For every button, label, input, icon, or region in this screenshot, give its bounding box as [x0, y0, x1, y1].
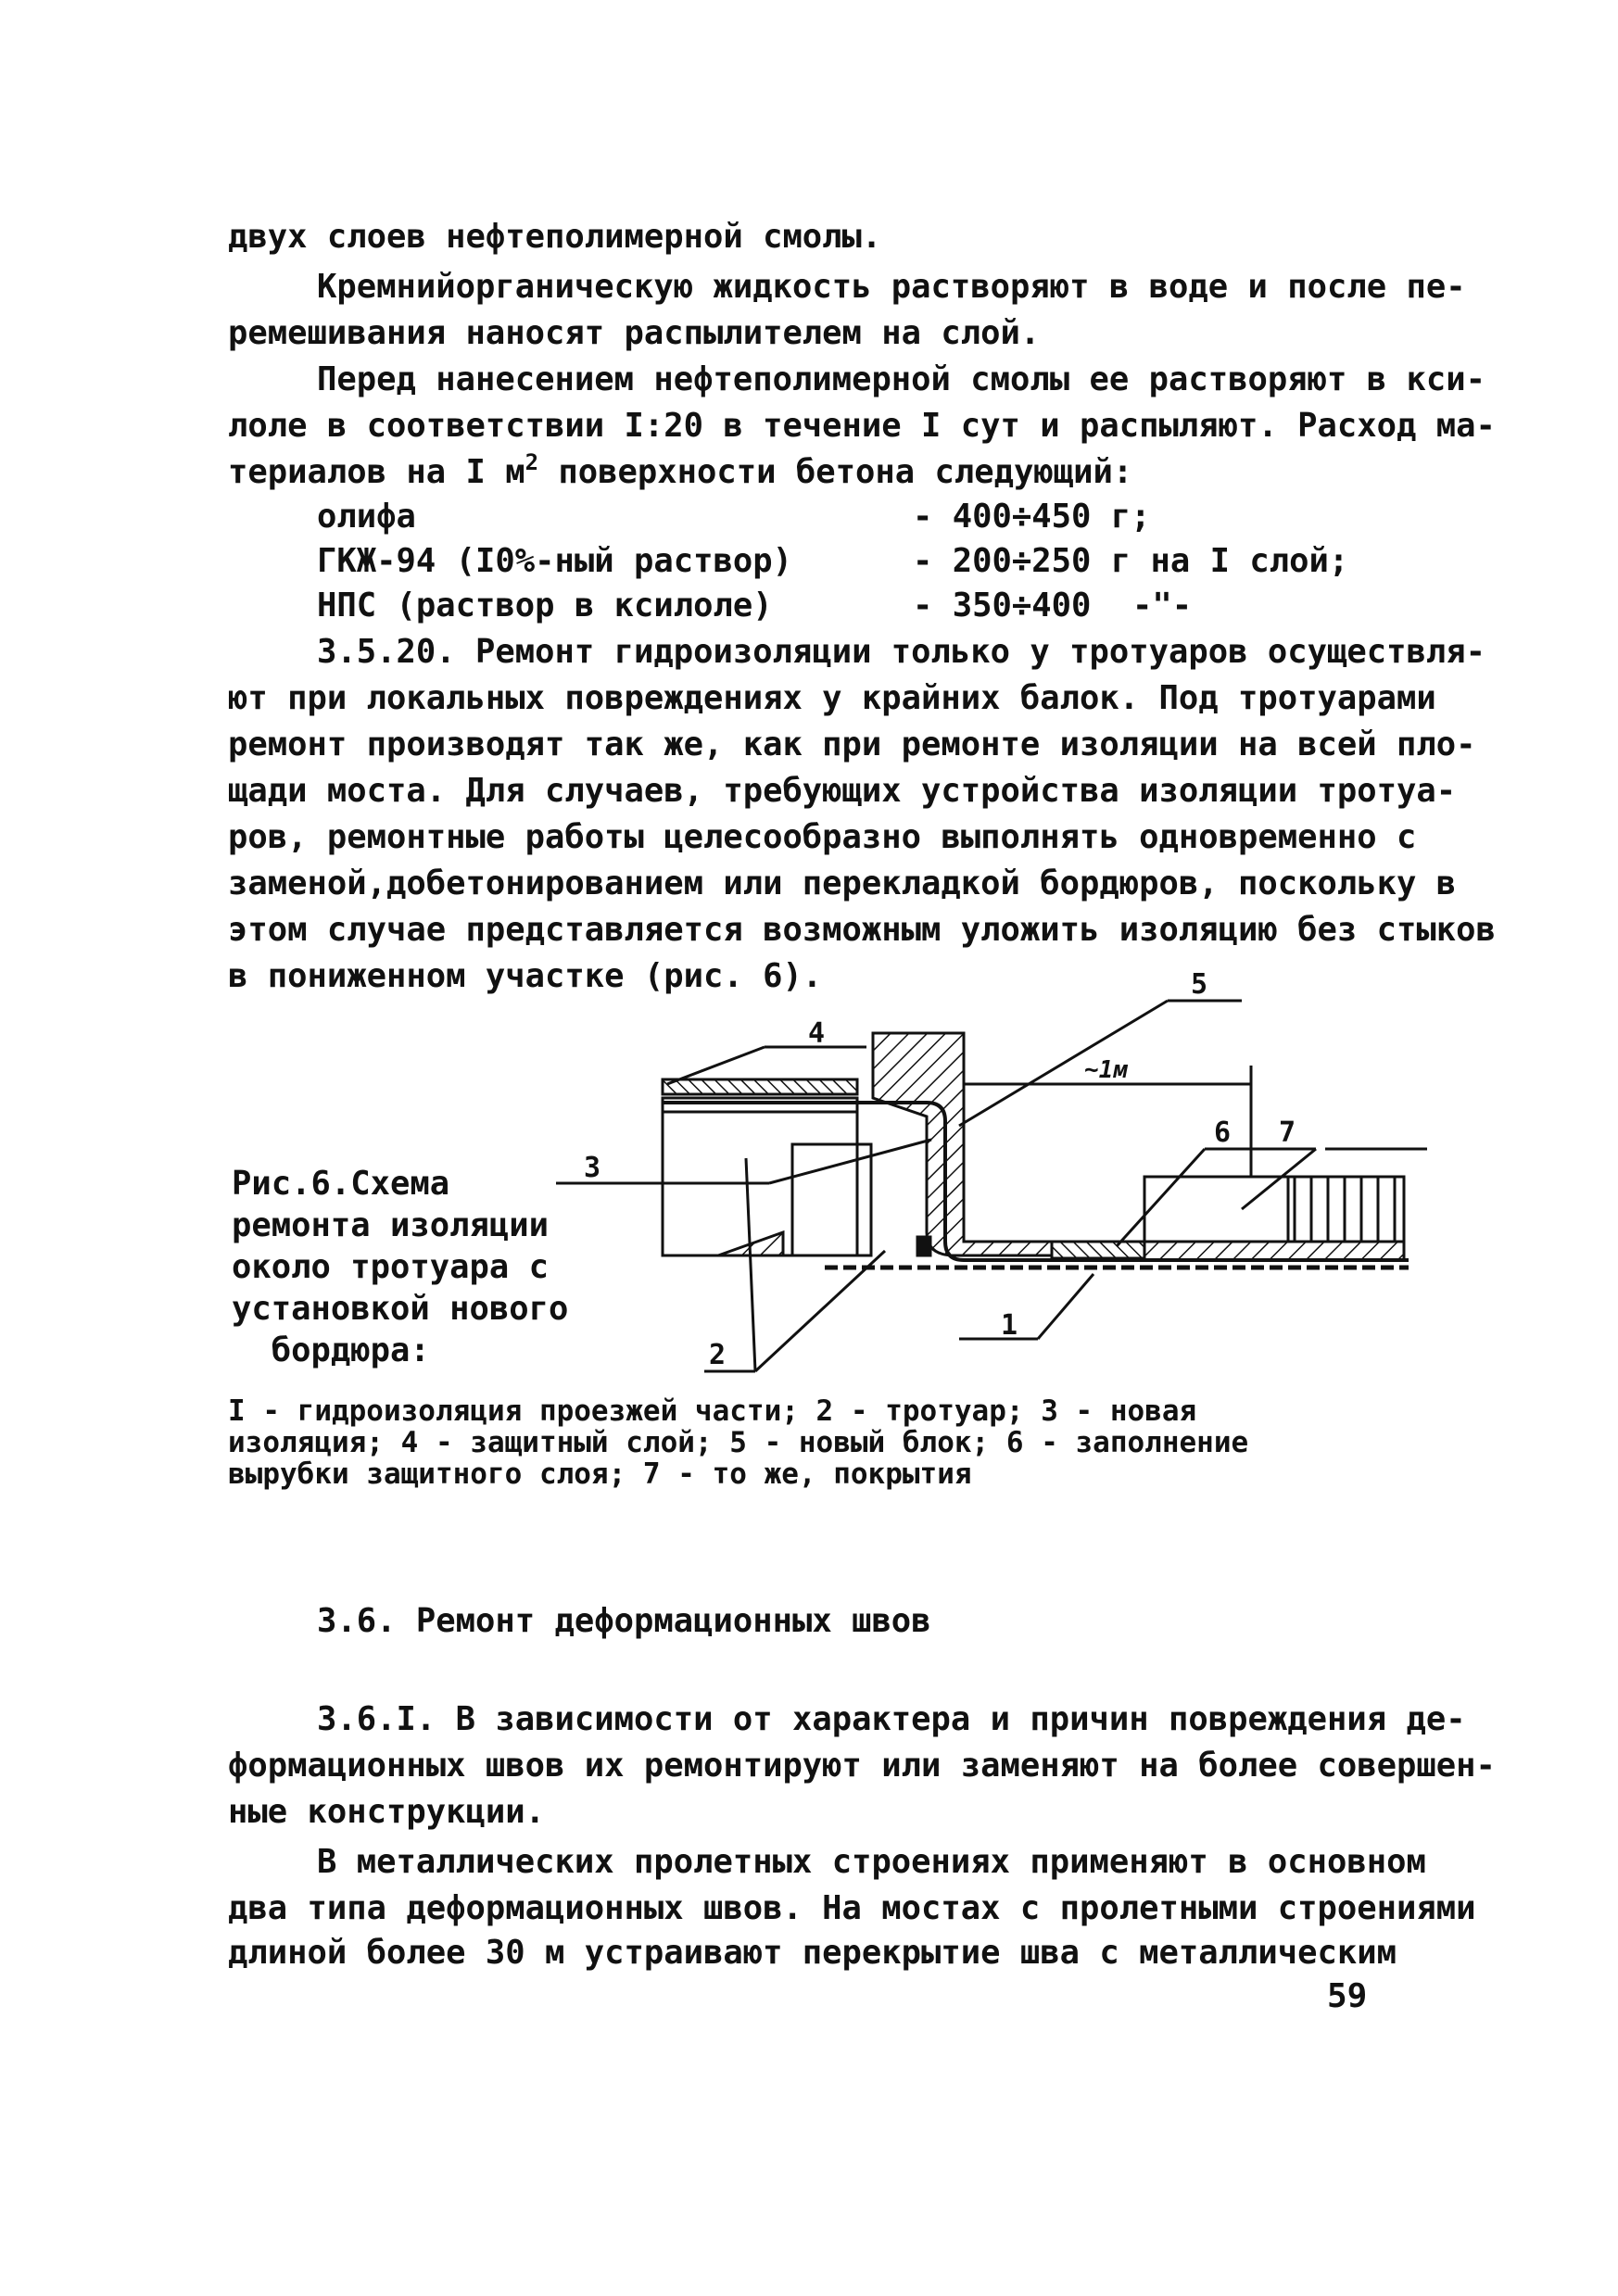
- text-line: в пониженном участке (рис. 6).: [228, 957, 823, 995]
- material-amount: - 400÷450 г;: [913, 498, 1151, 536]
- legend-line: изоляция; 4 - защитный слой; 5 - новый блок; 6 - заполнение: [228, 1426, 1249, 1459]
- filling-cut: [1052, 1242, 1144, 1258]
- superscript: 2: [525, 449, 539, 475]
- label-1: 1: [1001, 1309, 1018, 1342]
- page-number: 59: [1327, 1977, 1368, 2015]
- text-line: 3.5.20. Ремонт гидроизоляции только у тротуаров осуществля-: [317, 633, 1485, 671]
- caption-line: бордюра:: [232, 1331, 430, 1369]
- label-5: 5: [1191, 968, 1208, 1001]
- new-curb-block: [873, 1033, 1052, 1255]
- sidewalk-block: [663, 1098, 857, 1255]
- label-3: 3: [584, 1152, 601, 1184]
- caption-line: ремонта изоляции: [232, 1206, 549, 1244]
- text-line: 3.6.I. В зависимости от характера и причин повреждения де-: [317, 1700, 1466, 1738]
- figure-legend: [228, 1395, 1396, 1490]
- caption-line: Рис.6.Схема: [232, 1165, 450, 1203]
- label-2: 2: [709, 1339, 727, 1371]
- text-line: щади моста. Для случаев, требующих устройства изоляции тротуа-: [228, 772, 1457, 810]
- label-6: 6: [1214, 1116, 1232, 1149]
- text-line: ремешивания наносят распылителем на слой.: [228, 314, 1041, 352]
- label-7: 7: [1279, 1116, 1296, 1149]
- text-line: ные конструкции.: [228, 1793, 545, 1831]
- protective-layer: [663, 1079, 857, 1094]
- material-name: ГКЖ-94 (I0%-ный раствор): [317, 542, 792, 580]
- material-name: НПС (раствор в ксилоле): [317, 587, 773, 624]
- text-fragment: териалов на I м: [228, 453, 525, 491]
- dimension-label: ~1м: [1084, 1056, 1128, 1084]
- repair-scheme-diagram: [519, 964, 1427, 1399]
- text-line: лоле в соответствии I:20 в течение I сут и распыляют. Расход ма-: [228, 407, 1496, 445]
- text-line: двух слоев нефтеполимерной смолы.: [228, 218, 882, 256]
- material-name: олифа: [317, 498, 416, 536]
- text-line: Кремнийорганическую жидкость растворяют в воде и после пе-: [317, 268, 1466, 306]
- text-line: длиной более 30 м устраивают перекрытие шва с металлическим: [228, 1934, 1397, 1972]
- caption-line: около тротуара с: [232, 1248, 549, 1286]
- text-line: В металлических пролетных строениях применяют в основном: [317, 1843, 1426, 1881]
- text-line: два типа деформационных швов. На мостах с пролетными строениями: [228, 1889, 1476, 1927]
- text-line: ремонт производят так же, как при ремонте изоляции на всей пло-: [228, 725, 1476, 763]
- text-line: [228, 450, 1132, 495]
- text-line: ют при локальных повреждениях у крайних балок. Под тротуарами: [228, 679, 1436, 717]
- material-amount: - 350÷400: [913, 587, 1092, 624]
- legend-line: I - гидроизоляция проезжей части; 2 - тротуар; 3 - новая: [228, 1394, 1197, 1428]
- label-4: 4: [808, 1017, 826, 1050]
- text-line: ров, ремонтные работы целесообразно выполнять одновременно с: [228, 818, 1417, 856]
- caption-line: установкой нового: [232, 1290, 569, 1328]
- text-fragment: поверхности бетона следующий:: [538, 453, 1133, 491]
- text-line: заменой,добетонированием или перекладкой бордюров, поскольку в: [228, 864, 1457, 902]
- text-line: Перед нанесением нефтеполимерной смолы ее растворяют в кси-: [317, 360, 1485, 398]
- inner-block: [792, 1144, 871, 1255]
- material-amount: - 200÷250 г на I слой;: [913, 542, 1349, 580]
- section-heading: 3.6. Ремонт деформационных швов: [317, 1602, 931, 1640]
- text-line: этом случае представляется возможным уложить изоляцию без стыков: [228, 911, 1496, 949]
- material-note: -"-: [1132, 587, 1193, 624]
- text-line: формационных швов их ремонтируют или заменяют на более совершен-: [228, 1747, 1496, 1785]
- legend-line: вырубки защитного слоя; 7 - то же, покрытия: [228, 1457, 972, 1491]
